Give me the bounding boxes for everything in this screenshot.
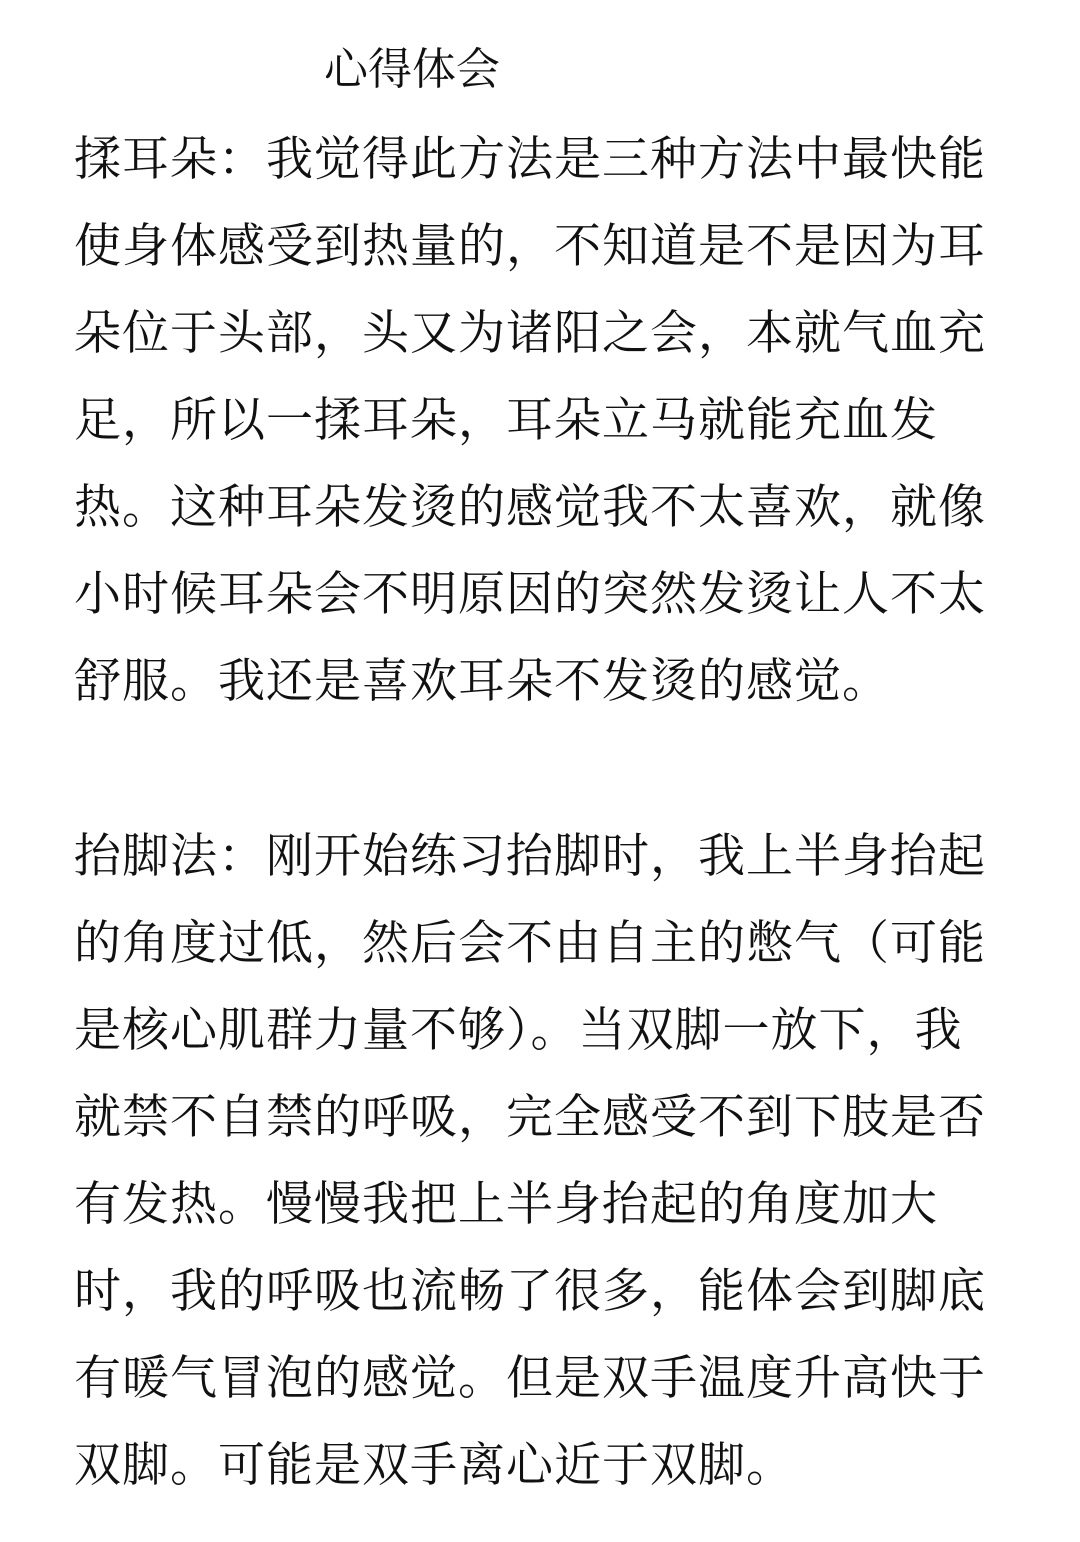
text-line: 双脚。可能是双手离心近于双脚。 <box>74 1438 794 1493</box>
text-line: 就禁不自禁的呼吸，完全感受不到下肢是否 <box>74 1090 986 1145</box>
text-line: 足，所以一揉耳朵，耳朵立马就能充血发 <box>74 393 938 448</box>
text-line: 朵位于头部，头又为诸阳之会，本就气血充 <box>74 306 986 361</box>
text-line: 有暖气冒泡的感觉。但是双手温度升高快于 <box>74 1351 986 1406</box>
document-title: 心得体会 <box>324 44 500 95</box>
paragraph-foot-lifting <box>74 813 1004 1509</box>
text-line: 的角度过低，然后会不由自主的憋气（可能 <box>74 916 986 971</box>
text-line: 热。这种耳朵发烫的感觉我不太喜欢，就像 <box>74 480 986 535</box>
text-line: 有发热。慢慢我把上半身抬起的角度加大 <box>74 1177 938 1232</box>
paragraph-ear-rubbing <box>74 116 1004 725</box>
text-line: 时，我的呼吸也流畅了很多，能体会到脚底 <box>74 1264 986 1319</box>
text-line: 使身体感受到热量的，不知道是不是因为耳 <box>74 219 986 274</box>
text-line: 舒服。我还是喜欢耳朵不发烫的感觉。 <box>74 654 890 709</box>
text-line: 是核心肌群力量不够）。当双脚一放下，我 <box>74 1003 963 1058</box>
text-line: 小时候耳朵会不明原因的突然发烫让人不太 <box>74 567 986 622</box>
text-line: 揉耳朵：我觉得此方法是三种方法中最快能 <box>74 132 986 187</box>
text-line: 抬脚法：刚开始练习抬脚时，我上半身抬起 <box>74 829 986 884</box>
